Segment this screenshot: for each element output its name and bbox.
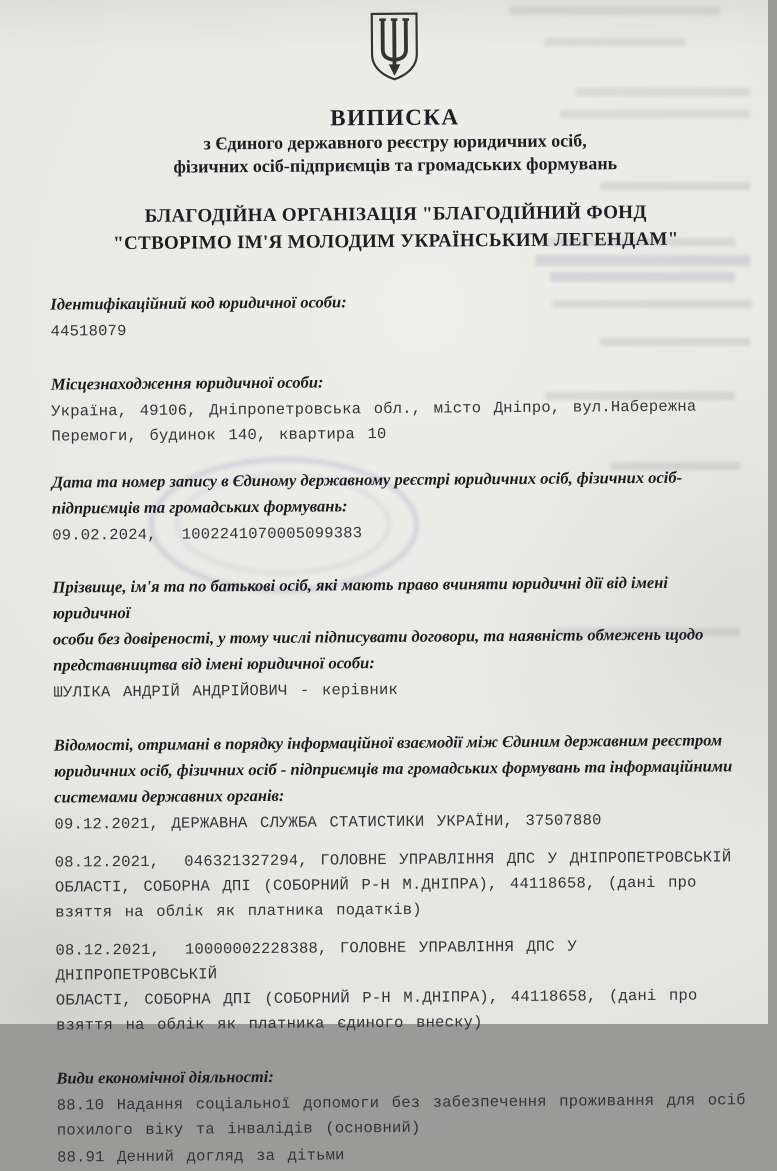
section-label: Дата та номер запису в Єдиному державному реєстрі юридичних осіб, фізичних осіб- підприємців та громадських формувань:: [51, 467, 683, 518]
section-info-exchange: [54, 727, 748, 1038]
persons-value: ШУЛІКА АНДРІЙ АНДРІЙОВИЧ - керівник: [53, 680, 399, 702]
ukraine-trident-icon: [365, 10, 424, 84]
document-subtitle-line1: з Єдиного державного реєстру юридичних осіб,: [203, 130, 587, 154]
emblem-container: [48, 7, 741, 91]
id-code-value: 44518079: [50, 322, 127, 341]
info-exchange-entry: 08.12.2021, 10000002228388, ГОЛОВНЕ УПРАВЛІННЯ ДПС У ДНІПРОПЕТРОВСЬКІЙ ОБЛАСТІ, СОБОРНА ДПІ (СОБОРНИЙ Р-Н М.ДНІПРА), 44118658, (дані про взяття на облік як платника єдиного внеску): [55, 937, 698, 1035]
info-exchange-entry: 09.12.2021, ДЕРЖАВНА СЛУЖБА СТАТИСТИКИ УКРАЇНИ, 37507880: [54, 811, 602, 834]
section-label: Місцезнаходження юридичної особи:: [50, 372, 324, 394]
info-exchange-entry: 08.12.2021, 046321327294, ГОЛОВНЕ УПРАВЛІННЯ ДПС У ДНІПРОПЕТРОВСЬКІЙ ОБЛАСТІ, СОБОРНА ДПІ (СОБОРНИЙ Р-Н М.ДНІПРА), 44118658, (дані про взяття на облік як платника податків): [54, 848, 732, 922]
section-label: Прізвище, ім'я та по батькові осіб, які мають право вчиняти юридичні дії від імені юридичної особи без довіреності, у тому числі підписувати договори, та наявність обмежень щодо представництва від імені юридичної особи:: [52, 572, 704, 675]
document-subtitle-line2: фізичних осіб-підприємців та громадських формувань: [173, 153, 618, 177]
activity-entry: 88.10 Надання соціальної допомоги без забезпечення проживання для осіб похилого віку та інвалідів (основний): [56, 1091, 746, 1140]
organization-name-line2: "СТВОРІМО ІМ'Я МОЛОДИМ УКРАЇНСЬКИМ ЛЕГЕНДАМ": [113, 228, 679, 255]
activity-entry: 88.91 Денний догляд за дітьми: [57, 1146, 345, 1167]
section-id-code: [50, 286, 742, 344]
section-location: [51, 366, 744, 449]
section-label: Види економічної діяльності:: [56, 1066, 274, 1088]
section-label: Відомості, отримані в порядку інформаційної взаємодії між Єдиним державним реєстром юридичних осіб, фізичних осіб - підприємців та громадських формувань та інформаційними системами державних органів:: [53, 730, 733, 807]
organization-name: [50, 198, 742, 257]
section-persons: [53, 569, 746, 705]
organization-name-line1: БЛАГОДІЙНА ОРГАНІЗАЦІЯ "БЛАГОДІЙНИЙ ФОНД: [144, 201, 647, 227]
section-label: Ідентифікаційний код юридичної особи:: [50, 292, 347, 314]
document-title: ВИПИСКА: [330, 104, 460, 131]
section-activities: [56, 1060, 749, 1170]
section-record: [52, 464, 745, 548]
location-value: Україна, 49106, Дніпропетровська обл., місто Дніпро, вул.Набережна Перемоги, будинок 140, квартира 10: [51, 397, 697, 446]
record-value: 09.02.2024, 1002241070005099383: [52, 524, 363, 545]
